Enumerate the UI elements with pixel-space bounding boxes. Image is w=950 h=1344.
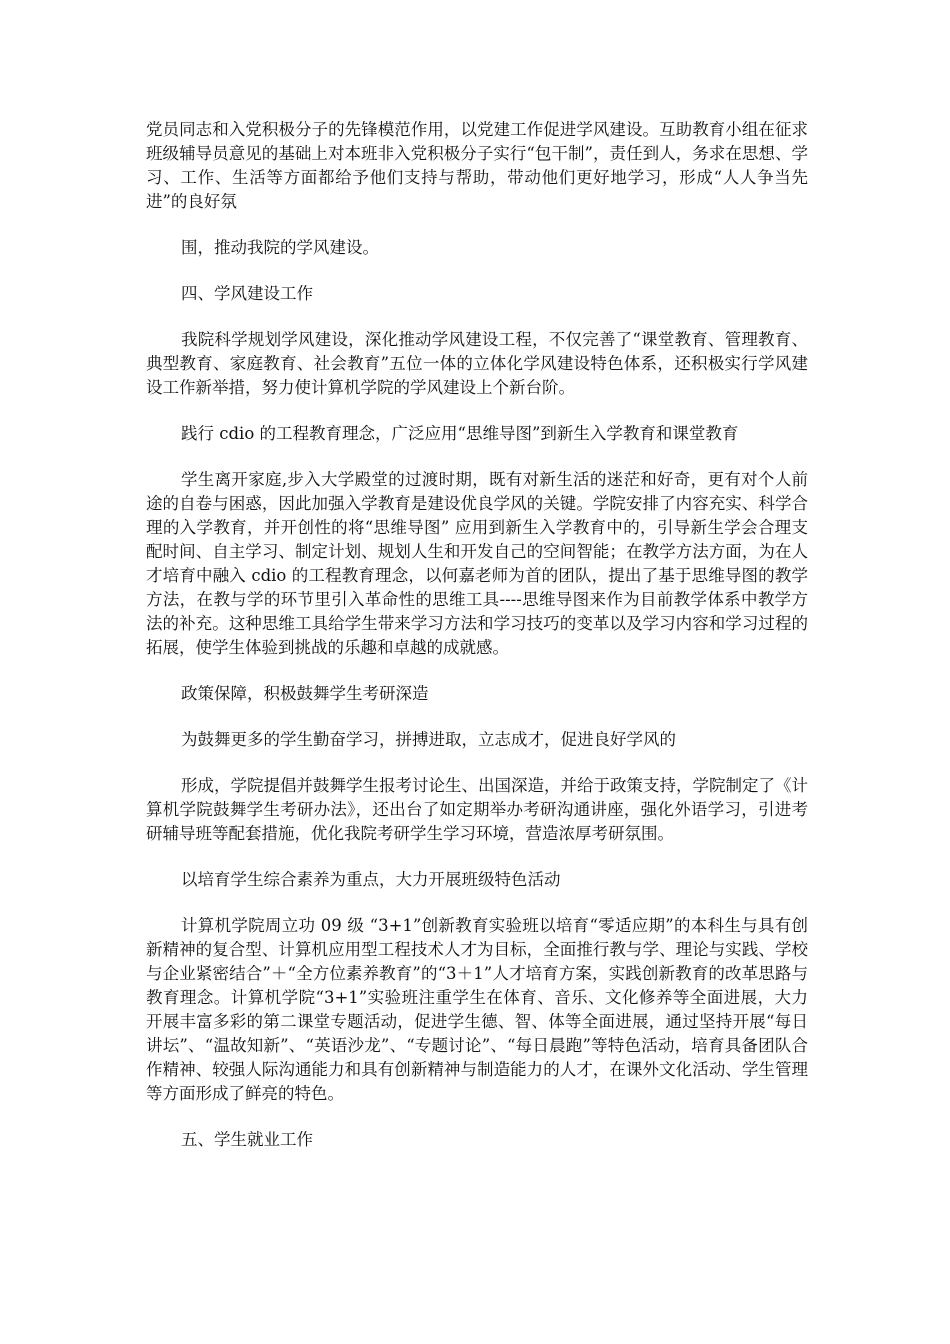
paragraph-study-style-plan: 我院科学规划学风建设，深化推动学风建设工程，不仅完善了“课堂教育、管理教育、典型教育、家庭教育、社会教育”五位一体的立体化学风建设特色体系，还积极实行学风建设工作新举措，努力使计算机学院的学风建设上个新台阶。 [146,330,808,397]
subheading-class-activities: 以培育学生综合素养为重点，大力开展班级特色活动 [181,870,561,889]
paragraph-policy-body: 形成，学院提倡并鼓舞学生报考讨论生、出国深造，并给于政策支持，学院制定了《计算机学院鼓舞学生考研办法》，还出台了如定期举办考研沟通讲座，强化外语学习，引进考研辅导班等配套措施，优化我院考研学生学习环境，营造浓厚考研氛围。 [146,776,808,843]
paragraph-class-activities: 计算机学院周立功 09 级 “3+1”创新教育实验班以培育“零适应期”的本科生与具有创新精神的复合型、计算机应用型工程技术人才为目标，全面推行教与学、理论与实践、学校与企业紧密结合”＋“全方位素养教育”的“3＋1”人才培育方案，实践创新教育的改革思路与教育理念。计算机学院“3+1”实验班注重学生在体育、音乐、文化修养等全面进展，大力开展丰富多彩的第二课堂专题活动，促进学生德、智、体等全面进展，通过坚持开展“每日讲坛”、“温故知新”、“英语沙龙”、“专题讨论”、“每日晨跑”等特色活动，培育具备团队合作精神、较强人际沟通能力和具有创新精神与制造能力的人才，在课外文化活动、学生管理等方面形成了鲜亮的特色。 [146,916,808,1103]
paragraph-atmosphere-end: 围，推动我院的学风建设。 [181,238,379,257]
subheading-policy: 政策保障，积极鼓舞学生考研深造 [181,684,429,703]
document-page [146,118,808,1174]
paragraph-entrance-education: 学生离开家庭,步入大学殿堂的过渡时期，既有对新生活的迷茫和好奇，更有对个人前途的自卷与困惑，因此加强入学教育是建设优良学风的关键。学院安排了内容充实、科学合理的入学教育，并开创性的将“思维导图” 应用到新生入学教育中的，引导新生学会合理支配时间、自主学习、制定计划、规划人生和开发自己的空间智能；在教学方法方面，为在人才培育中融入 cdio 的工程教育理念，以何嘉老师为首的团队，提出了基于思维导图的教学方法，在教与学的环节里引入革命性的思维工具----思维导图来作为目前教学体系中教学方法的补充。这种思维工具给学生带来学习方法和学习技巧的变革以及学习内容和学习过程的拓展，使学生体验到挑战的乐趣和卓越的成就感。 [146,470,808,657]
section-heading-employment: 五、学生就业工作 [181,1130,313,1149]
paragraph-continuation: 党员同志和入党积极分子的先锋模范作用，以党建工作促进学风建设。互助教育小组在征求班级辅导员意见的基础上对本班非入党积极分子实行“包干制”，责任到人，务求在思想、学习、工作、生活等方面都给予他们支持与帮助，带动他们更好地学习，形成“人人争当先进”的良好氛 [146,120,808,211]
paragraph-policy-intro: 为鼓舞更多的学生勤奋学习，拼搏进取，立志成才，促进良好学风的 [181,730,676,749]
subheading-cdio: 践行 cdio 的工程教育理念，广泛应用“思维导图”到新生入学教育和课堂教育 [181,424,739,443]
section-heading-study-style: 四、学风建设工作 [181,284,313,303]
